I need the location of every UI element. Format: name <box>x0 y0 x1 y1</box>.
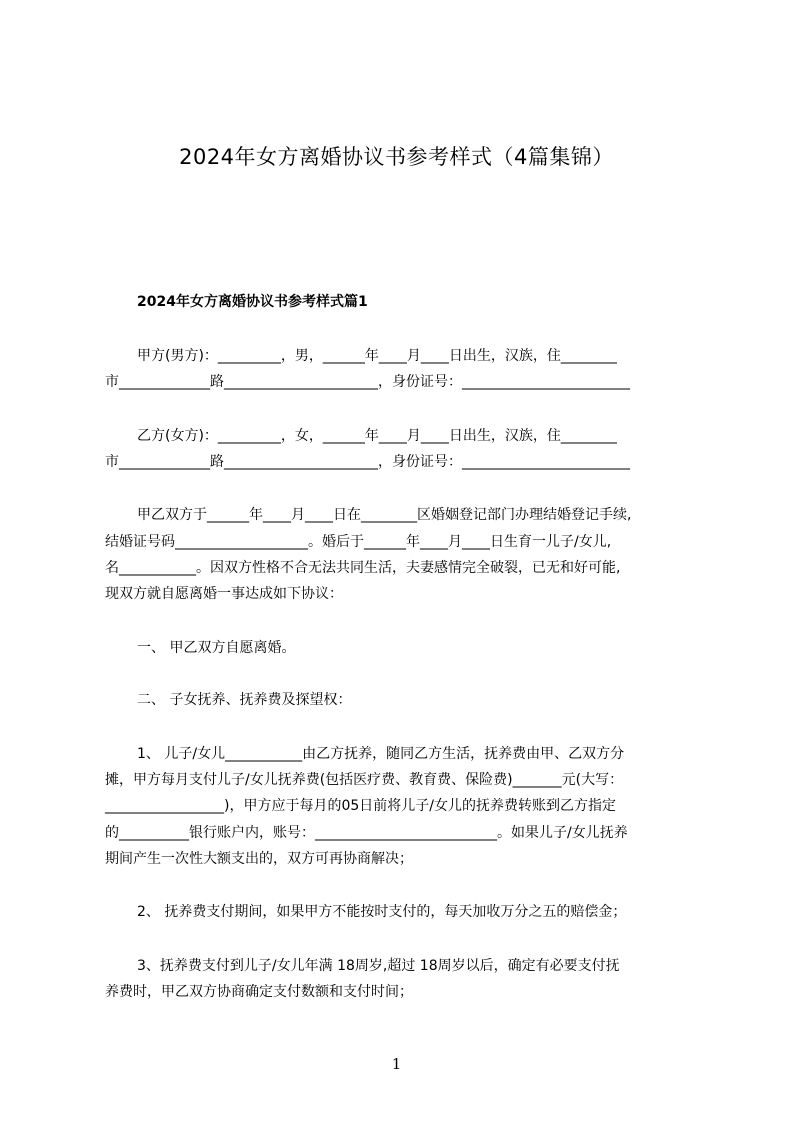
party-b-line-2: 市_____________路______________________，身份证号：________________________ <box>105 454 630 470</box>
intro-line-4: 现双方就自愿离婚一事达成如下协议： <box>105 586 343 602</box>
party-a-line-1: 甲方(男方)：_________，男，______年____月____日出生，汉族，住________ <box>137 348 617 364</box>
intro-line-1: 甲乙双方于______年____月____日在________区婚姻登记部门办理结婚登记手续, <box>137 507 632 523</box>
item-1-line-2: 摊，甲方每月支付儿子/女儿抚养费(包括医疗费、教育费、保险费)_______元(大写： <box>105 772 624 788</box>
item-3-line-1: 3、抚养费支付到儿子/女儿年满 18周岁,超过 18周岁以后，确定有必要支付抚 <box>137 958 620 974</box>
item-1-line-5: 期间产生一次性大额支出的，双方可再协商解决； <box>105 851 413 867</box>
document-title: 2024年女方离婚协议书参考样式（4篇集锦） <box>179 145 614 169</box>
item-1-line-1: 1、 儿子/女儿___________由乙方抚养，随同乙方生活，抚养费由甲、乙双方分 <box>137 746 625 762</box>
item-1-line-3: _________________)，甲方应于每月的05日前将儿子/女儿的抚养费转账到乙方指定 <box>105 798 616 814</box>
item-2: 2、 抚养费支付期间，如果甲方不能按时支付的，每天加收万分之五的赔偿金； <box>137 904 627 920</box>
clause-1: 一、 甲乙双方自愿离婚。 <box>137 640 296 656</box>
item-3-line-2: 养费时，甲乙双方协商确定支付数额和支付时间； <box>105 984 413 1000</box>
section-heading: 2024年女方离婚协议书参考样式篇1 <box>137 294 368 310</box>
clause-2: 二、 子女抚养、抚养费及探望权： <box>137 692 352 708</box>
item-1-line-4: 的__________银行账户内，账号：__________________________。如果儿子/女儿抚养 <box>105 825 628 841</box>
party-a-line-2: 市_____________路______________________，身份证号：________________________ <box>105 374 630 390</box>
party-b-line-1: 乙方(女方)：_________，女，______年____月____日出生，汉族，住________ <box>137 428 617 444</box>
page-number: 1 <box>391 1055 402 1073</box>
intro-line-2: 结婚证号码___________________。婚后于______年____月____日生育一儿子/女儿, <box>105 534 612 550</box>
intro-line-3: 名___________。因双方性格不合无法共同生活，夫妻感情完全破裂，已无和好可能, <box>105 560 621 576</box>
